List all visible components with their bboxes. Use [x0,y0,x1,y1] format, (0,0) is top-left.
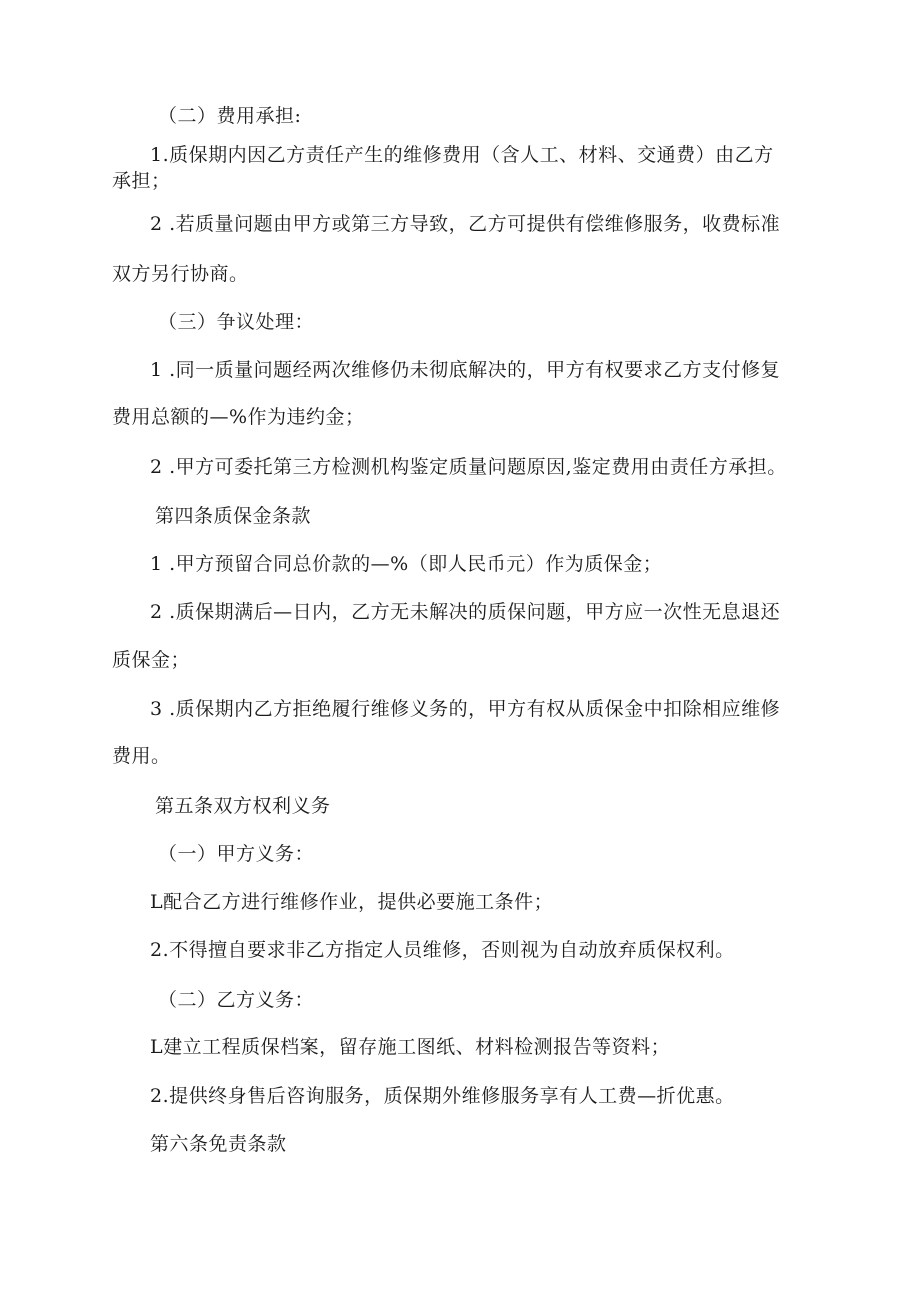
clause-retention-1: 1 .甲方预留合同总价款的—%（即人民币元）作为质保金； [150,553,663,575]
clause-party-a-1: L配合乙方进行维修作业，提供必要施工条件； [150,891,554,913]
section-heading-dispute: （三）争议处理： [158,311,315,333]
clause-dispute-1-cont: 费用总额的—%作为违约金； [112,406,365,428]
clause-party-b-2: 2.提供终身售后咨询服务，质保期外维修服务享有人工费—折优惠。 [150,1085,735,1107]
clause-cost-1-cont: 承担； [112,170,171,192]
article-6-title: 第六条免责条款 [150,1133,287,1155]
section-heading-party-a: （一）甲方义务： [158,843,315,865]
clause-retention-2-cont: 质保金； [112,649,191,671]
clause-retention-2: 2 .质保期满后—日内，乙方无未解决的质保问题，甲方应一次性无息退还 [150,601,781,623]
clause-cost-2-cont: 双方另行协商。 [112,263,249,285]
clause-dispute-1: 1 .同一质量问题经两次维修仍未彻底解决的，甲方有权要求乙方支付修复 [150,359,781,381]
clause-dispute-2: 2 .甲方可委托第三方检测机构鉴定质量问题原因,鉴定费用由责任方承担。 [150,456,787,478]
clause-cost-2: 2 .若质量问题由甲方或第三方导致，乙方可提供有偿维修服务，收费标准 [150,213,781,235]
clause-cost-1: 1.质保期内因乙方责任产生的维修费用（含人工、材料、交通费）由乙方 [150,144,774,166]
clause-retention-3-cont: 费用。 [112,745,171,767]
clause-party-a-2: 2.不得擅自要求非乙方指定人员维修，否则视为自动放弃质保权利。 [150,939,735,961]
clause-retention-3: 3 .质保期内乙方拒绝履行维修义务的，甲方有权从质保金中扣除相应维修 [150,698,781,720]
section-heading-cost: （二）费用承担: [158,105,302,127]
article-5-title: 第五条双方权利义务 [155,795,331,817]
section-heading-party-b: （二）乙方义务： [158,989,315,1011]
article-4-title: 第四条质保金条款 [155,505,312,527]
clause-party-b-1: L建立工程质保档案，留存施工图纸、材料检测报告等资料； [150,1036,671,1058]
